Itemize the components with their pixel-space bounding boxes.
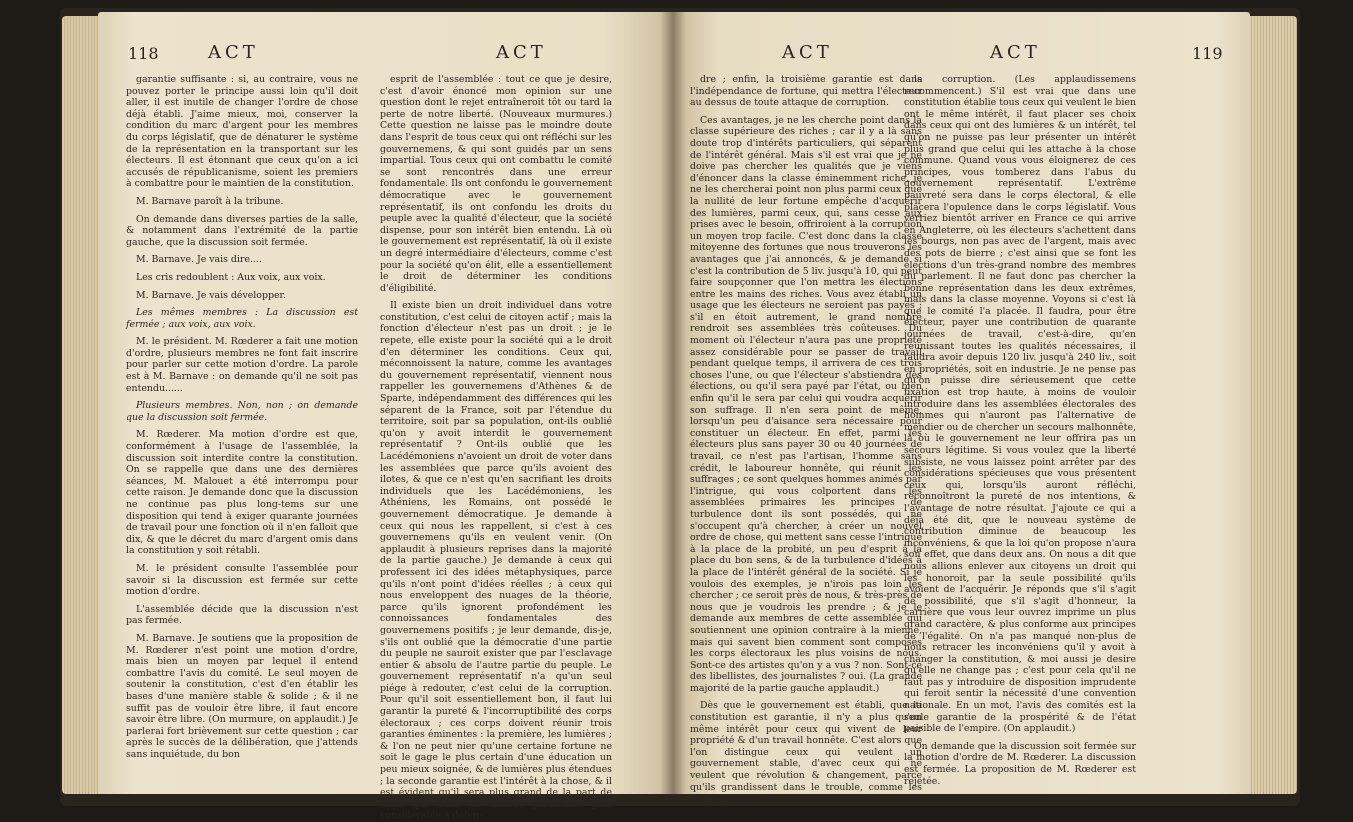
paragraph: la corruption. (Les applaudissemens recommencent.) S'il est vrai que dans une constitution établie tous ceux qui veulent le bien ont le même intérêt, il faut placer ses choix dans ceux qui ont des lumières & un intérêt, tel qu'on ne puisse pas leur présenter un intérêt plus grand que celui qui les attache à la chose commune. Quand vous vous éloignerez de ces principes, vous tomberez dans l'abus du gouvernement représentatif. L'extrême pauvreté sera dans le corps électoral, & elle placera l'opulence dans le corps législatif. Vous verriez bientôt arriver en France ce qui arrive en Angleterre, où les électeurs s'achettent dans les bourgs, non pas avec de l'argent, mais avec des pots de bierre ; c'est ainsi que se font les élections d'un très-grand nombre des membres du parlement. Il ne faut donc pas chercher la bonne représentation dans les deux extrêmes, mais dans la classe moyenne. Voyons si c'est là que le comité l'a placée. Il faudra, pour être électeur, payer une contribution de quarante journées de travail, c'est-à-dire, qu'en réunissant toutes les qualités nécessaires, il faudra avoir depuis 120 liv. jusqu'à 240 liv., soit en propriétés, soit en industrie. Je ne pense pas qu'on puisse dire sérieusement que cette fixation est trop haute, à moins de vouloir introduire dans les assemblées électorales des hommes qui n'auront pas l'alternative de mendier ou de chercher un secours malhonnête, là où le gouvernement ne leur offrira pas un secours légitime. Si vous voulez que la liberté subsiste, ne vous laissez point arrêter par des considérations spécieuses que vous présentent ceux qui, lorsqu'ils auront réfléchi, reconnoîtront la pureté de nos intentions, & l'avantage de notre résultat. J'ajoute ce qui a déjà été dit, que le nouveau système de contribution diminue de beaucoup les inconvéniens, & que la loi qu'on propose n'aura son effet, que dans deux ans. On nous a dit que nous allions enlever aux citoyens un droit qui les honoroit, par la seule possibilité qu'ils avoient de l'acquérir. Je réponds que s'il s'agit de possibilité, que s'il s'agit d'honneur, la carrière que vous leur ouvrez imprime un plus grand caractère, & plus conforme aux principes de l'égalité. On n'a pas manqué non-plus de nous retracer les inconvéniens qu'il y avoit à changer la constitution, & moi aussi je desire qu'elle ne change pas ; c'est pour cela qu'il ne faut pas y introduire de disposition imprudente qui feroit sentir la nécessité d'une convention nationale. En un mot, l'avis des comités est la seule garantie de la prospérité & de l'état paisible de l'empire. (On applaudit.): [904, 74, 1136, 735]
paragraph: On demande dans diverses parties de la salle, & notamment dans l'extrémité de la partie gauche, que la discussion soit fermée.: [126, 213, 358, 248]
right-column-2: [904, 74, 1136, 787]
paragraph: Dès que le gouvernement est établi, que la constitution est garantie, il n'y a plus qu'un même intérêt pour ceux qui vivent de leur propriété & d'un travail honnête. C'est alors que l'on distingue ceux qui veulent un gouvernement stable, d'avec ceux qui ne veulent que révolution & changement, parce qu'ils grandissent dans le trouble, comme les insectes dans: [690, 700, 922, 805]
paragraph: L'assemblée décide que la discussion n'est pas fermée.: [126, 603, 358, 627]
paragraph: On demande que la discussion soit fermée sur la motion d'ordre de M. Rœderer. La discussion est fermée. La proposition de M. Rœderer est rejetée.: [904, 740, 1136, 787]
right-header-word-2: ACT: [990, 42, 1041, 63]
paragraph: M. Barnave. Je soutiens que la proposition de M. Rœderer n'est point une motion d'ordre, mais bien un moyen par lequel il entend combattre l'avis du comité. Le seul moyen de soutenir la constitution, c'est d'en établir les bases d'une manière stable & solide ; & il ne suffit pas de vouloir être libre, il faut encore savoir être libre. (On murmure, on applaudit.) Je parlerai fort brièvement sur cette question ; car après le succès de la délibération, que j'attends sans inquiétude, du bon: [126, 632, 358, 760]
paragraph: M. Barnave paroît à la tribune.: [136, 195, 284, 207]
paragraph: dre ; enfin, la troisième garantie est dans l'indépendance de fortune, qui mettra l'électeur au dessus de toute attaque de corruption.: [690, 74, 922, 109]
paragraph: Plusieurs membres. Non, non ; on demande que la discussion soit fermée.: [126, 400, 358, 423]
left-page-edges: [62, 16, 102, 794]
paragraph: esprit de l'assemblée : tout ce que je desire, c'est d'avoir énoncé mon opinion sur une question dont le rejet entraîneroit tôt ou tard la perte de notre liberté. (Nouveaux murmures.) Cette question ne laisse pas le moindre doute dans l'esprit de tous ceux qui ont réfléchi sur les gouvernemens, & qui sont guidés par un sens impartial. Tous ceux qui ont combattu le comité se sont rencontrés dans une erreur fondamentale. Ils ont confondu le gouvernement démocratique avec le gouvernement représentatif, ils ont confondu les droits du peuple avec la qualité d'électeur, que la société dispense, pour son intérêt bien entendu. Là où le gouvernement est représentatif, là où il existe un degré intermédiaire d'électeurs, comme c'est pour la société qu'on élit, elle a essentiellement le droit de déterminer les conditions d'éligibilité.: [380, 74, 612, 294]
left-column-2: [380, 74, 612, 822]
paragraph: M. le président. M. Rœderer a fait une motion d'ordre, plusieurs membres ne font fait inscrire pour parler sur cette motion d'ordre. La parole est à M. Barnave : on demande qu'il ne soit pas entendu......: [126, 336, 358, 394]
paragraph: M. Rœderer. Ma motion d'ordre est que, conformément à l'usage de l'assemblée, la discussion soit interdite contre la constitution. On se rappelle que dans une des dernières séances, M. Malouet a été interrompu pour cette raison. Je demande donc que la discussion ne continue pas plus long-tems sur une disposition qui tend à exiger quarante journées de travail pour une fonction où il n'en falloit que dix, & que le décret du marc d'argent omis dans la constitution y soit rétabli.: [126, 429, 358, 557]
paragraph: M. Barnave. Je vais développer.: [136, 289, 286, 301]
left-header-word-2: ACT: [496, 42, 547, 63]
left-page: [98, 12, 672, 822]
left-header-word-1: ACT: [208, 42, 259, 63]
paragraph: M. Barnave. Je vais dire....: [136, 254, 262, 266]
right-page-number: 119: [1192, 44, 1223, 63]
left-column-1: [126, 74, 358, 774]
paragraph: Il existe bien un droit individuel dans votre constitution, c'est celui de citoyen actif ; mais la fonction d'électeur n'est pas un droit ; je le repete, elle existe pour la société qui a le droit d'en déterminer les conditions. Ceux qui, méconnoissent la nature, comme les avantages du gouvernement représentatif, viennent nous rappeller les gouvernemens d'Athènes & de Sparte, indépendamment des différences qui les séparent de la France, soit par l'étendue du territoire, soit par sa population, ont-ils oublié qu'on y avoit interdit le gouvernement représentatif ? Ont-ils oublié que les Lacédémoniens n'avoient un droit de voter dans les assemblées que parce qu'ils avoient des ilotes, & que ce n'est qu'en sacrifiant les droits individuels que les Lacédémoniens, les Athéniens, les Romains, ont possédé le gouvernement démocratique. Je demande à ceux qui nous les rappellent, si c'est à ces gouvernemens qu'ils en veulent venir. (On applaudit à plusieurs reprises dans la majorité de la partie gauche.) Je demande à ceux qui professent ici des idées métaphysiques, parce qu'ils n'ont point d'idées réelles ; à ceux qui nous enveloppent des nuages de la théorie, parce qu'ils ignorent profondément les connoissances fondamentales des gouvernemens positifs ; je leur demande, dis-je, s'ils ont oublié que la démocratie d'une partie du peuple ne sauroit exister que par l'esclavage entier & absolu de l'autre partie du peuple. Le gouvernement représentatif n'a qu'un seul piége à redouter, c'est celui de la corruption. Pour qu'il soit essentiellement bon, il faut lui garantir la pureté & l'incorruptibilité des corps électoraux ; ces corps doivent réunir trois garanties éminentes : la première, les lumières ; & l'on ne peut nier qu'une certaine fortune ne soit le gage le plus certain d'une éducation un peu mieux soignée, & de lumières plus étendues ; la seconde garantie est l'intérêt à la chose, & il est évident qu'il sera plus grand de la part de celui qui aura un intérêt particulier plus considérable à défen-: [380, 300, 612, 822]
paragraph: Ces avantages, je ne les cherche point dans la classe supérieure des riches ; car il y a là sans doute trop d'intérêts particuliers, qui séparent de l'intérêt général. Mais s'il est vrai que je ne doive pas chercher les qualités que je viens d'énoncer dans la classe éminemment riche, je ne les chercherai point non plus parmi ceux que la nullité de leur fortune empêche d'acquérir des lumières, parmi ceux, qui, sans cesse aux prises avec le besoin, offriroient à la corruption un moyen trop facile. C'est donc dans la classe mitoyenne des fortunes que nous trouverons les avantages que j'ai annoncés, & je demande si c'est la contribution de 5 liv. jusqu'à 10, qui peut faire soupçonner que l'on mettra les élections entre les mains des riches. Vous avez établi un usage que les électeurs ne seroient pas payés ; s'il en étoit autrement, le grand nombre rendroit ses assemblées très coûteuses. Du moment où l'électeur n'aura pas une propriété assez considérable pour se passer de travail pendant quelque temps, il arrivera de ces trois choses l'une, ou que l'électeur s'abstiendra des élections, ou qu'il sera payé par l'état, ou bien enfin qu'il le sera par celui qui voudra acquérir son suffrage. Il n'en sera point de même, lorsqu'un peu d'aisance sera nécessaire pour constituer un électeur. En effet, parmi les électeurs plus sans payer 30 ou 40 journées de travail, ce n'est pas l'artisan, l'homme sans crédit, le laboureur honnête, qui réunit les suffrages ; ce sont quelques hommes animés par l'intrigue, qui vous colportent dans les assemblées primaires les principes de turbulence dont ils sont possédés, qui ne s'occupent qu'à chercher, à créer un nouvel ordre de chose, qui mettent sans cesse l'intrigue à la place de la probité, un peu d'esprit à la place du bon sens, & de la turbulence d'idées à la place de l'intérêt général de la société. Si je voulois des exemples, je n'irois pas loin les chercher ; ce seroit près de nous, & très-près de nous que je voudrois les prendre ; & je le demande aux membres de cette assemblée qui soutiennent une opinion contraire à la mienne, mais qui savent bien comment sont composés les corps électoraux les plus voisins de nous. Sont-ce des artistes qu'on y a vus ? non. Sont-ce des libellistes, des journalistes ? oui. (La grande majorité de la partie gauche applaudit.): [690, 114, 922, 694]
right-header-word-1: ACT: [782, 42, 833, 63]
paragraph: garantie suffisante : si, au contraire, vous ne pouvez porter le principe aussi loin qu'il doit aller, il est inutile de changer l'ordre de chose déjà établi. J'aime mieux, moi, conserver la condition du marc d'argent pour les membres du corps législatif, que de dénaturer le système de la représentation en la transportant sur les électeurs. Il est étonnant que ceux qu'on a ici accusés de républicanisme, soient les premiers à combattre pour le maintien de la constitution.: [126, 74, 358, 190]
right-running-head: [672, 42, 1250, 66]
paragraph: M. le président consulte l'assemblée pour savoir si la discussion est fermée sur cette motion d'ordre.: [126, 562, 358, 598]
right-page-edges: [1245, 16, 1297, 794]
paragraph: Les cris redoublent : Aux voix, aux voix.: [136, 271, 326, 283]
paragraph: Les mêmes membres : La discussion est fermée ; aux voix, aux voix.: [126, 307, 358, 330]
left-page-number: 118: [128, 44, 159, 63]
right-page: [672, 12, 1250, 805]
left-running-head: [98, 42, 672, 66]
right-column-1: [690, 74, 922, 805]
